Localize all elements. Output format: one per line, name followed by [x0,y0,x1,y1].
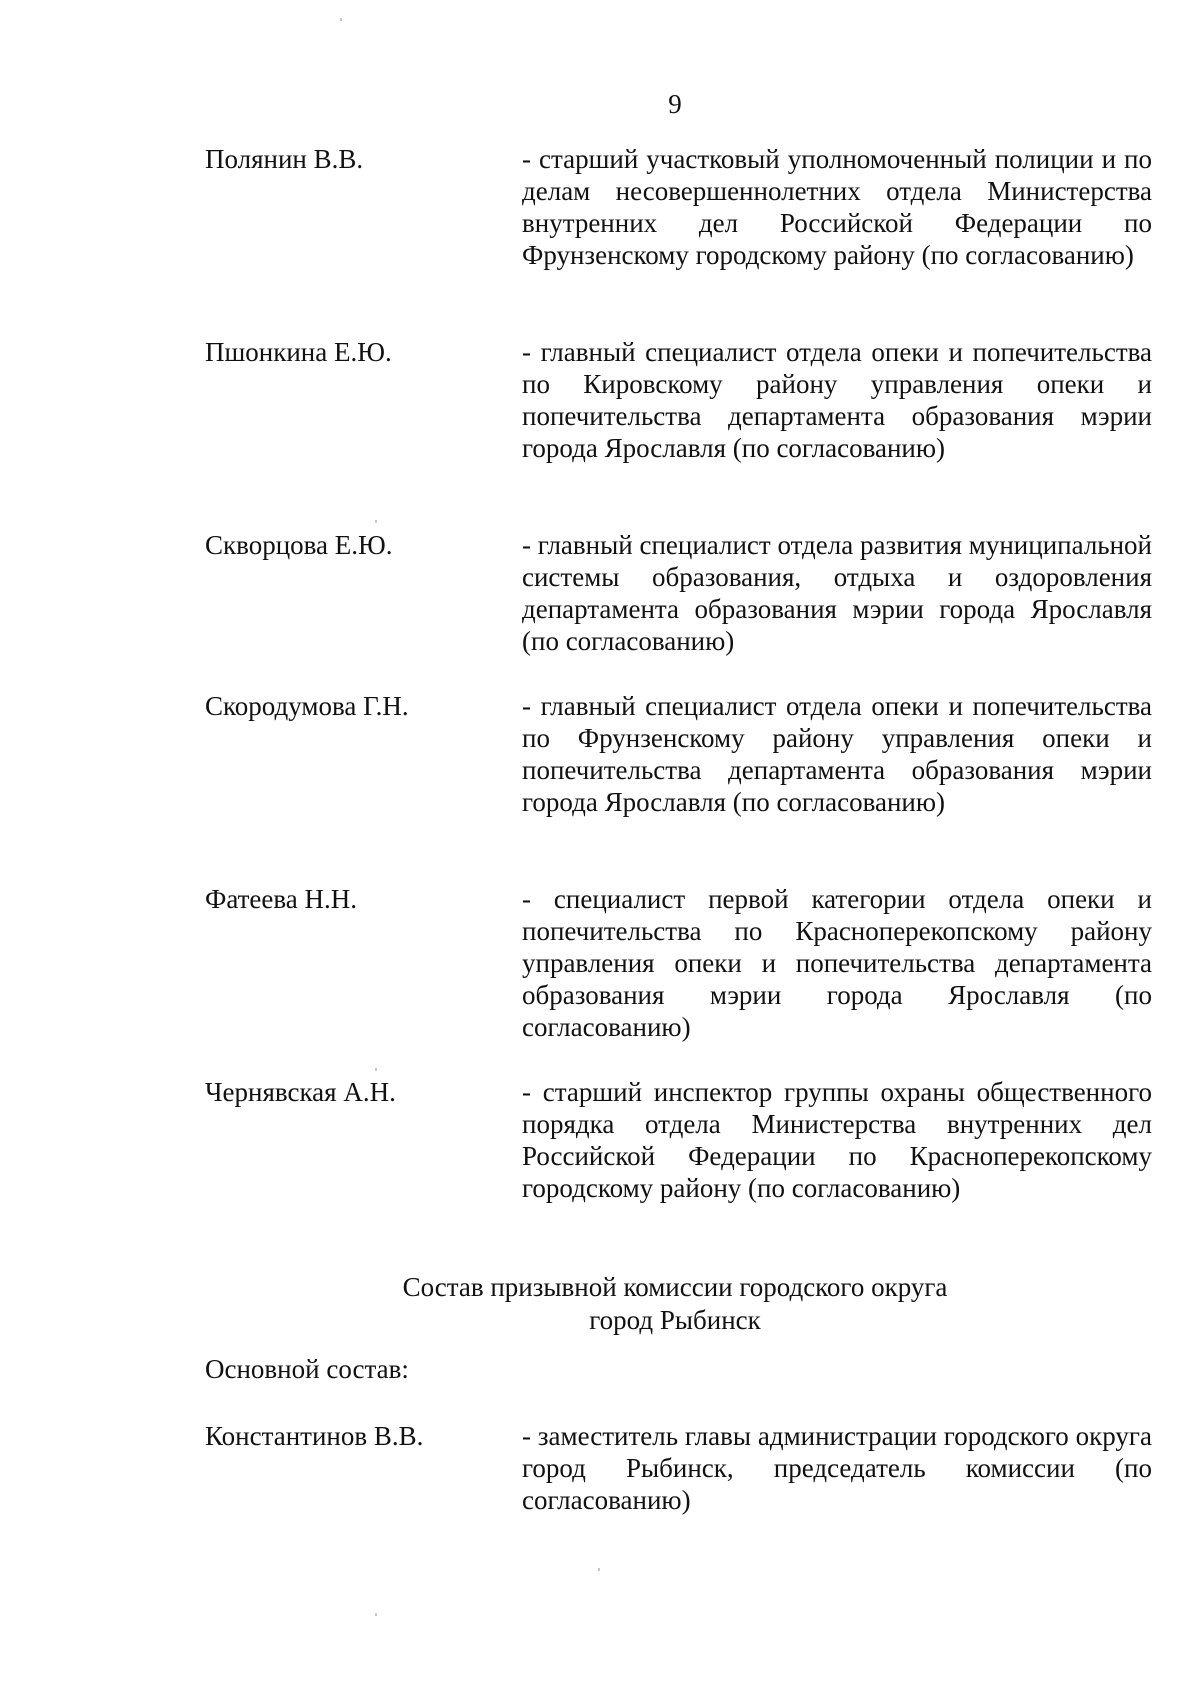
member-name: Скородумова Г.Н. [205,691,409,721]
scan-speck [375,1613,377,1616]
member-description: - главный специалист отдела развития муниципальной системы образования, отдыха и оздоровления департамента образования мэрии города Ярославля (по согласованию) [522,530,1152,656]
member-description: - старший участковый уполномоченный полиции и по делам несовершеннолетних отдела Министерства внутренних дел Российской Федерации по Фрунзенскому городскому району (по согласованию) [522,144,1152,270]
scan-speck [598,1568,600,1571]
member-name: Фатеева Н.Н. [205,884,358,914]
member-name: Скворцова Е.Ю. [205,530,393,560]
scan-speck [340,18,342,21]
member-description: - главный специалист отдела опеки и попечительства по Фрунзенскому району управления опеки и попечительства департамента образования мэрии города Ярославля (по согласованию) [522,691,1152,817]
member-name: Константинов В.В. [205,1421,424,1451]
member-name: Пшонкина Е.Ю. [205,337,392,367]
member-description: - специалист первой категории отдела опеки и попечительства по Красноперекопскому району управления опеки и попечительства департамента образования мэрии города Ярославля (по согласованию) [522,884,1152,1042]
section-subheading: Основной состав: [205,1354,409,1384]
section-title-line-1: Состав призывной комиссии городского округа [402,1272,948,1302]
member-description: - старший инспектор группы охраны общественного порядка отдела Министерства внутренних дел Российской Федерации по Красноперекопскому городскому району (по согласованию) [522,1077,1152,1203]
scan-speck [375,1068,377,1071]
section-title-line-2: город Рыбинск [589,1305,761,1335]
member-description: - главный специалист отдела опеки и попечительства по Кировскому району управления опеки и попечительства департамента образования мэрии города Ярославля (по согласованию) [522,337,1152,463]
member-name: Чернявская А.Н. [205,1077,396,1107]
member-name: Полянин В.В. [205,144,364,174]
scan-speck [375,520,377,523]
member-description: - заместитель главы администрации городского округа город Рыбинск, председатель комиссии (по согласованию) [522,1421,1152,1515]
page-number: 9 [668,89,682,119]
